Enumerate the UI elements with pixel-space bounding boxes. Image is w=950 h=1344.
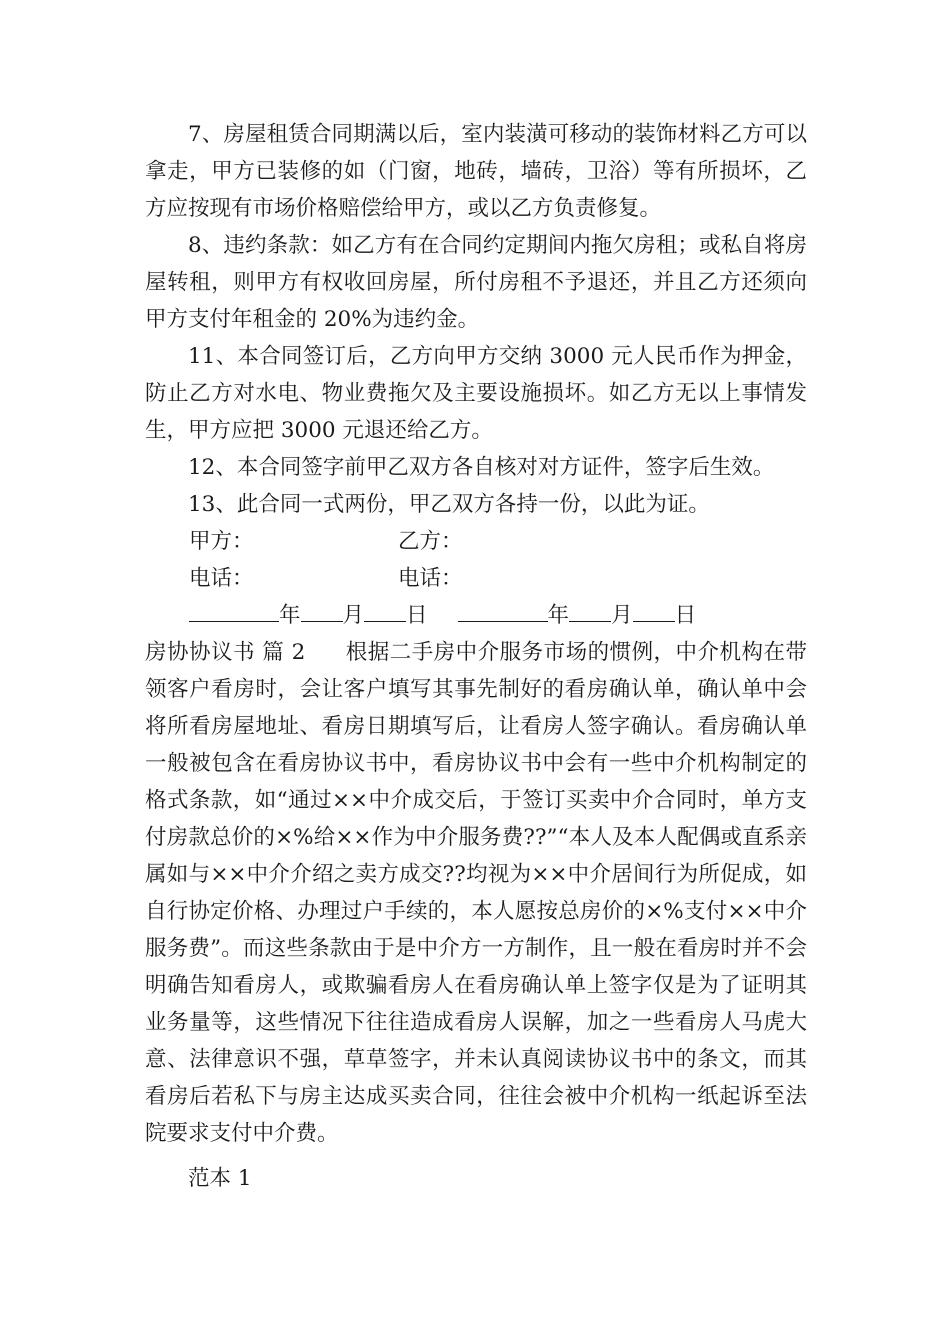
- month-blank-a: [301, 597, 343, 622]
- clause-7: 7、房屋租赁合同期满以后，室内装潢可移动的装饰材料乙方可以拿走，甲方已装修的如（门窗，地砖，墙砖，卫浴）等有所损坏，乙方应按现有市场价格赔偿给甲方，或以乙方负责修复。: [145, 122, 807, 221]
- section-2-body: 根据二手房中介服务市场的惯例，中介机构在带领客户看房时，会让客户填写其事先制好的看房确认单，确认单中会将所看房屋地址、看房日期填写后，让看房人签字确认。看房确认单一般被包含在看房协议书中，看房协议书中会有一些中介机构制定的格式条款，如“通过××中介成交后，于签订买卖中介合同时，单方支付房款总价的×%给××作为中介服务费??”“本人及本人配偶或直系亲属如与××中介介绍之卖方成交??均视为××中介居间行为所促成，如自行协定价格、办理过户手续的，本人愿按总房价的×%支付××中介服务费”。而这些条款由于是中介方一方制作，且一般在看房时并不会明确告知看房人，或欺骗看房人在看房确认单上签字仅是为了证明其业务量等，这些情况下往往造成看房人误解，加之一些看房人马虎大意、法律意识不强，草草签字，并未认真阅读协议书中的条文，而其看房后若私下与房主达成买卖合同，往往会被中介机构一纸起诉至法院要求支付中介费。: [145, 640, 807, 1146]
- party-a-label: 甲方：: [189, 529, 254, 554]
- year-blank-b: [458, 597, 548, 622]
- phone-b-label: 电话：: [398, 566, 463, 591]
- clause-8: 8、违约条款：如乙方有在合同约定期间内拖欠房租；或私自将房屋转租，则甲方有权收回房屋，所付房租不予退还，并且乙方还须向甲方支付年租金的 20%为违约金。: [145, 233, 807, 332]
- day-label-b: 日: [674, 603, 697, 628]
- month-label-b: 月: [611, 603, 633, 628]
- section-2: [145, 634, 807, 1152]
- date-row: [145, 597, 807, 634]
- phone-row: [145, 560, 807, 597]
- phone-a-label: 电话：: [189, 566, 254, 591]
- clause-11: 11、本合同签订后，乙方向甲方交纳 3000 元人民币作为押金，防止乙方对水电、物业费拖欠及主要设施损坏。如乙方无以上事情发生，甲方应把 3000 元退还给乙方。: [145, 344, 807, 443]
- day-blank-a: [364, 597, 406, 622]
- party-row: [145, 523, 807, 560]
- document-body: [145, 116, 807, 1197]
- day-blank-b: [633, 597, 675, 622]
- date-b: [458, 597, 697, 634]
- month-label-a: 月: [342, 603, 365, 628]
- year-label-b: 年: [547, 603, 570, 628]
- year-label-a: 年: [279, 603, 301, 628]
- clause-13: 13、此合同一式两份，甲乙双方各持一份，以此为证。: [188, 492, 710, 517]
- year-blank-a: [189, 597, 279, 622]
- date-a: [189, 597, 428, 634]
- template-label: 范本 1: [188, 1166, 252, 1191]
- month-blank-b: [569, 597, 611, 622]
- party-b-label: 乙方：: [398, 529, 463, 554]
- clause-12: 12、本合同签字前甲乙双方各自核对对方证件，签字后生效。: [188, 455, 775, 480]
- day-label-a: 日: [406, 603, 428, 628]
- section-2-heading: 房协协议书 篇 2: [145, 640, 306, 665]
